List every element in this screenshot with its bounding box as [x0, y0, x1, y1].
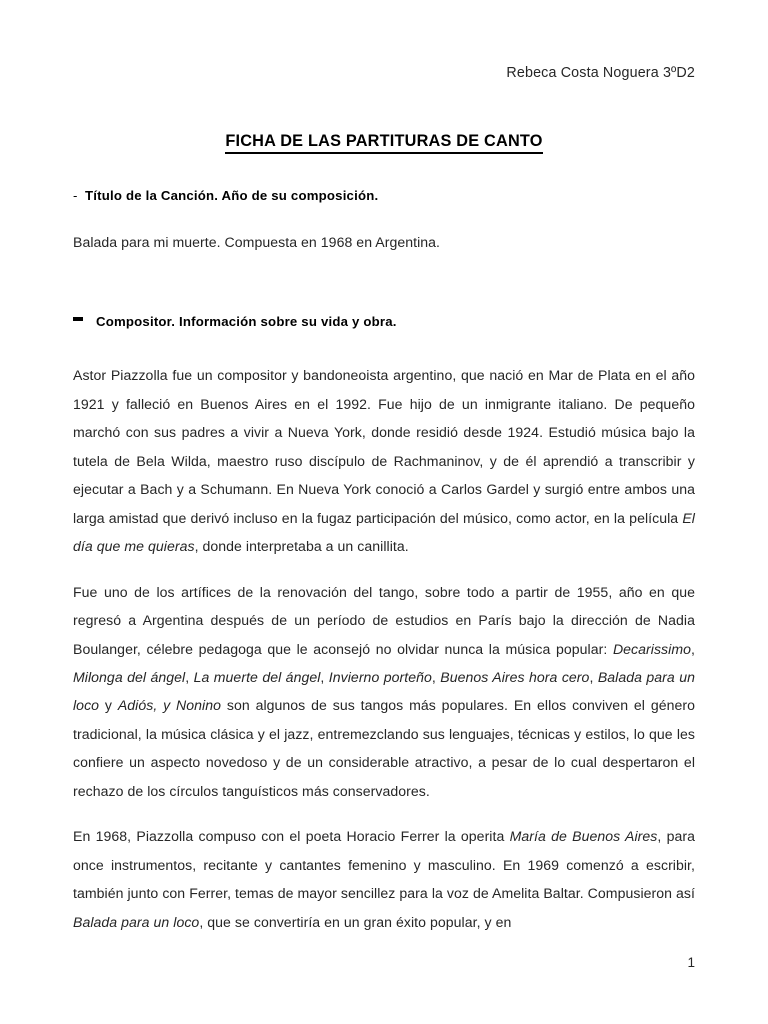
paragraph-text: Astor Piazzolla fue un compositor y bandoneoista argentino, que nació en Mar de Plata en el año 1921 y falleció en Buenos Aires en el 1992. Fue hijo de un inmigrante italiano. De pequeño marchó con sus padres a vivir a Nueva York, donde residió desde 1924. Estudió música bajo la tutela de Bela Wilda, maestro ruso discípulo de Rachmaninov, y de él aprendió a transcribir y ejecutar a Bach y a Schumann. En Nueva York conoció a Carlos Gardel y surgió entre ambos una larga amistad que derivó incluso en la fugaz participación del músico, como actor, en la película — [73, 367, 695, 526]
section-heading-label: Título de la Canción. Año de su composición. — [85, 187, 379, 203]
section-body-titulo: Balada para mi muerte. Compuesta en 1968 en Argentina. — [73, 233, 441, 250]
dash-bullet-icon: - — [73, 187, 78, 203]
paragraph-text: En 1968, Piazzolla compuso con el poeta Horacio Ferrer la operita — [73, 828, 510, 845]
dash-bullet-icon — [73, 317, 83, 321]
separator: , — [320, 668, 329, 685]
paragraph-text: , para once instrumentos, recitante y cantantes femenino y masculino. En 1969 comenzó a escribir, también junto con Ferrer, temas de mayor sencillez para la voz de Amelita Baltar. Compusieron así — [73, 828, 696, 902]
page-number: 1 — [687, 955, 695, 970]
separator: , — [589, 668, 598, 685]
paragraph-renovacion-tango — [73, 578, 695, 806]
paragraph-biografia — [73, 361, 695, 560]
page-title — [73, 131, 695, 151]
section-heading-compositor — [73, 313, 695, 330]
tango-title: La muerte del ángel — [193, 668, 321, 685]
separator: , — [185, 668, 194, 685]
tango-title: Buenos Aires hora cero — [440, 668, 590, 685]
tango-title: Adiós, y Nonino — [117, 697, 222, 714]
tango-title: Balada para un loco — [73, 913, 200, 930]
tango-title: Balada para un loco — [73, 668, 695, 714]
film-title: El día que me quieras — [73, 509, 695, 555]
section-heading-titulo — [73, 187, 695, 204]
paragraph-text: Fue uno de los artífices de la renovación del tango, sobre todo a partir de 1955, año en que regresó a Argentina después de un período de estudios en París bajo la dirección de Nadia Boulanger, célebre pedagoga que le aconsejó no olvidar nunca la música popular: — [73, 583, 695, 657]
paragraph-text: , que se convertiría en un gran éxito popular, y en — [199, 913, 512, 930]
tango-title: Decarissimo — [612, 640, 692, 657]
page-title-text: FICHA DE LAS PARTITURAS DE CANTO — [225, 132, 542, 154]
paragraph-text: son algunos de sus tangos más populares. En ellos conviven el género tradicional, la música clásica y el jazz, entremezclando sus lenguajes, técnicas y estilos, lo que les confiere un aspecto novedoso y de un considerable atractivo, a pesar de lo cual despertaron el rechazo de los círculos tanguísticos más conservadores. — [73, 697, 696, 799]
paragraph-operita — [73, 822, 695, 936]
section-heading-label: Compositor. Información sobre su vida y obra. — [96, 314, 397, 330]
tango-title: Invierno porteño — [328, 668, 432, 685]
separator: y — [99, 697, 118, 714]
separator: , — [431, 668, 441, 685]
paragraph-text: , donde interpretaba a un canillita. — [194, 538, 409, 555]
separator: , — [691, 640, 695, 657]
operita-title: María de Buenos Aires — [509, 828, 658, 845]
running-header: Rebeca Costa Noguera 3ºD2 — [506, 65, 695, 81]
tango-title: Milonga del ángel — [73, 668, 186, 685]
document-body — [73, 0, 695, 936]
